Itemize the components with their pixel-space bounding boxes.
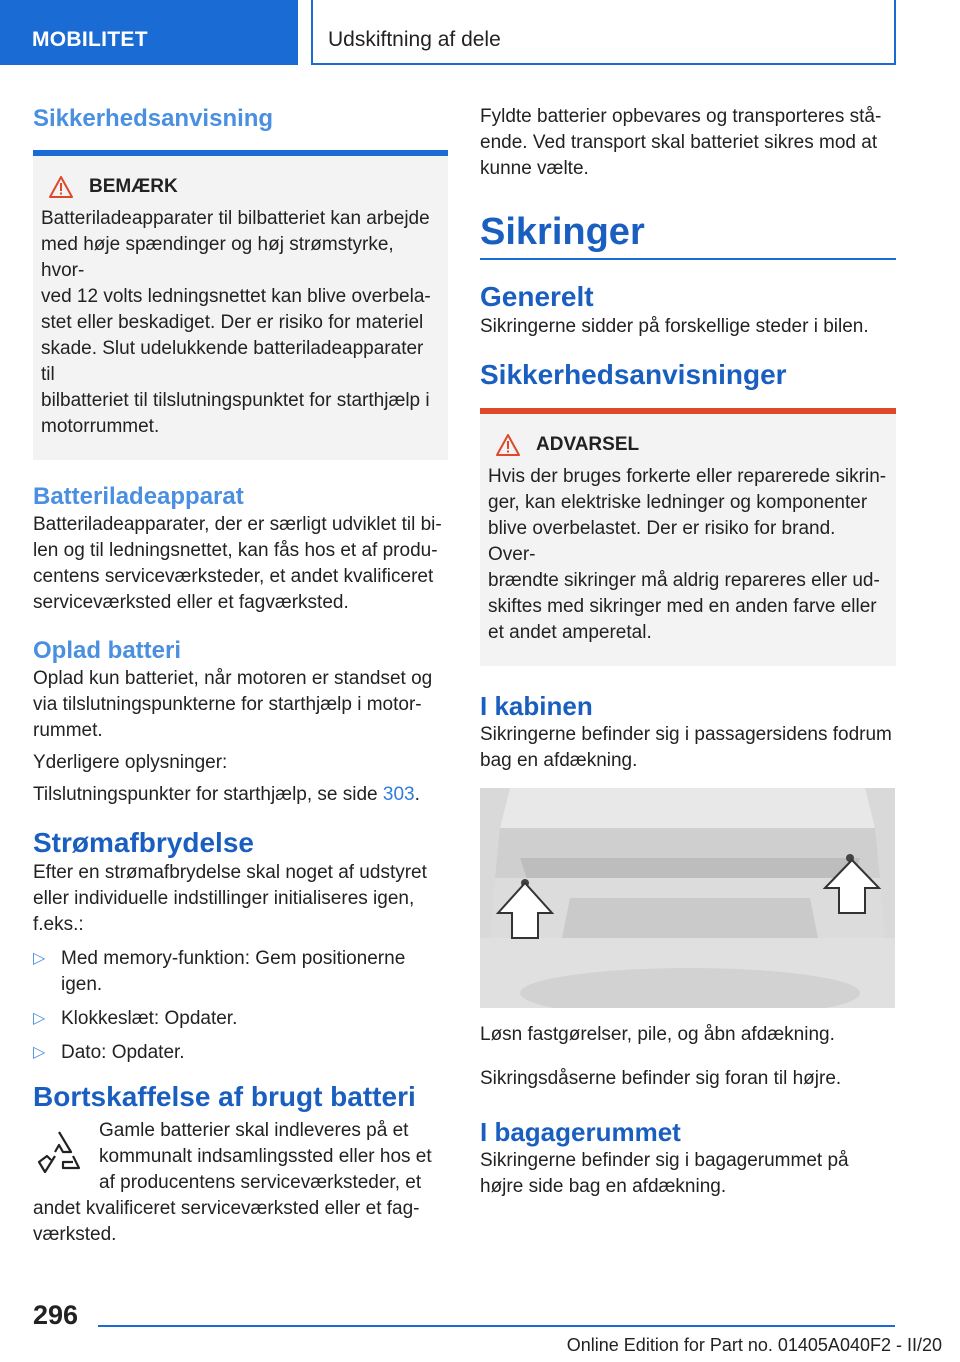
- list-item-text: Dato: Opdater.: [61, 1042, 185, 1063]
- left-column: [33, 104, 448, 1248]
- trunk-paragraph: [480, 1148, 896, 1200]
- more-info-label: Yderligere oplysninger:: [33, 752, 228, 773]
- disposal-paragraph: [33, 1118, 448, 1248]
- note-title: [49, 174, 440, 200]
- heading-general: Generelt: [480, 281, 594, 312]
- recycle-icon: [33, 1126, 85, 1178]
- warning-line: brændte sikringer må aldrig repareres eller ud-: [488, 570, 880, 591]
- note-line: med høje spændinger og høj strømstyrke, hvor-: [41, 234, 394, 281]
- warning-title-text: ADVARSEL: [536, 434, 640, 455]
- charge-paragraph: [33, 666, 448, 744]
- note-line: ved 12 volts ledningsnettet kan blive overbela-: [41, 286, 431, 307]
- header-section-tab: [0, 0, 298, 65]
- cross-reference-text: Tilslutningspunkter for starthjælp, se side: [33, 784, 383, 805]
- fuse-cover-illustration: [480, 788, 895, 1008]
- note-body: [41, 206, 440, 440]
- transport-paragraph: [480, 104, 896, 182]
- cabin-paragraph: [480, 722, 896, 774]
- heading-safety-instructions: Sikkerhedsanvisninger: [480, 359, 787, 390]
- list-item-text: igen.: [61, 974, 103, 995]
- warning-line: et andet amperetal.: [488, 622, 652, 643]
- text-line: Oplad kun batteriet, når motoren er standset og: [33, 668, 433, 689]
- page-number: 296: [33, 1300, 79, 1330]
- heading-disposal: Bortskaffelse af brugt batteri: [33, 1081, 416, 1112]
- text-line: værksted.: [33, 1224, 117, 1245]
- text-line: Gamle batterier skal indleveres på et: [99, 1120, 409, 1141]
- note-box: [33, 150, 448, 460]
- text-line: Batteriladeapparater, der er særligt udviklet til bi-: [33, 514, 442, 535]
- general-text: Sikringerne sidder på forskellige steder i bilen.: [480, 316, 869, 337]
- note-line: stet eller beskadiget. Der er risiko for materiel: [41, 312, 424, 333]
- note-line: Batteriladeapparater til bilbatteriet kan arbejde: [41, 208, 430, 229]
- text-line: via tilslutningspunkterne for starthjælp i motor-: [33, 694, 422, 715]
- header-chapter-box: [311, 0, 896, 65]
- triangle-bullet-icon: ▷: [33, 1044, 46, 1061]
- fuse-boxes-text: Sikringsdåserne befinder sig foran til højre.: [480, 1068, 842, 1089]
- warning-line: skiftes med sikringer med en anden farve eller: [488, 596, 877, 617]
- text-line: rummet.: [33, 720, 103, 741]
- warning-triangle-icon: [496, 434, 520, 456]
- heading-charger: Batteriladeapparat: [33, 483, 244, 510]
- note-line: skade. Slut udelukkende batteriladeapparater til: [41, 338, 424, 385]
- text-line: af producentens serviceværksteder, et: [99, 1172, 422, 1193]
- text-line: centens serviceværksteder, et andet kvalificeret: [33, 566, 434, 587]
- cross-reference-end: .: [414, 784, 420, 805]
- footer-divider: [98, 1325, 895, 1327]
- text-line: andet kvalificeret serviceværksted eller et fag-: [33, 1198, 420, 1219]
- text-line: kunne vælte.: [480, 158, 589, 179]
- heading-charge-battery: Oplad batteri: [33, 637, 182, 664]
- text-line: Efter en strømafbrydelse skal noget af udstyret: [33, 862, 427, 883]
- note-line: bilbatteriet til tilslutningspunktet for starthjælp i: [41, 390, 430, 411]
- text-line: f.eks.:: [33, 914, 84, 935]
- heading-cabin: I kabinen: [480, 691, 593, 721]
- page-link-303[interactable]: 303: [382, 784, 415, 805]
- text-line: Fyldte batterier opbevares og transporteres stå-: [480, 106, 882, 127]
- text-line: Sikringerne befinder sig i passagersidens fodrum: [480, 724, 892, 745]
- release-text: Løsn fastgørelser, pile, og åbn afdækning.: [480, 1024, 835, 1045]
- list-item: [33, 946, 448, 998]
- warning-line: Hvis der bruges forkerte eller reparerede sikrin-: [488, 466, 887, 487]
- warning-triangle-icon: [49, 176, 73, 198]
- list-item-text: Med memory-funktion: Gem positionerne: [61, 948, 406, 969]
- heading-fuses: Sikringer: [480, 211, 645, 253]
- text-line: bag en afdækning.: [480, 750, 638, 771]
- header-chapter-label: Udskiftning af dele: [328, 28, 501, 51]
- heading-safety: Sikkerhedsanvisning: [33, 105, 274, 132]
- power-paragraph: [33, 860, 448, 938]
- triangle-bullet-icon: ▷: [33, 1010, 46, 1027]
- heading-power-failure: Strømafbrydelse: [33, 827, 254, 858]
- charger-paragraph: [33, 512, 448, 616]
- text-line: ende. Ved transport skal batteriet sikres mod at: [480, 132, 878, 153]
- text-line: serviceværksted eller et fagværksted.: [33, 592, 349, 613]
- footer-edition: Online Edition for Part no. 01405A040F2 - II/20: [566, 1335, 942, 1355]
- triangle-bullet-icon: ▷: [33, 950, 46, 967]
- list-item-text: Klokkeslæt: Opdater.: [61, 1008, 238, 1029]
- text-line: kommunalt indsamlingssted eller hos et: [99, 1146, 432, 1167]
- text-line: len og til ledningsnettet, kan fås hos et af produ-: [33, 540, 438, 561]
- warning-box: [480, 408, 896, 666]
- warning-body: [488, 464, 888, 646]
- text-line: Sikringerne befinder sig i bagagerummet på: [480, 1150, 849, 1171]
- cross-reference: [33, 782, 448, 808]
- note-line: motorrummet.: [41, 416, 160, 437]
- list-item: [33, 1040, 448, 1066]
- warning-line: blive overbelastet. Der er risiko for brand. Over-: [488, 518, 836, 565]
- warning-title: [496, 432, 888, 458]
- disposal-indented: [33, 1118, 448, 1196]
- bullet-list: [33, 946, 448, 1066]
- fuse-cover-photo: [480, 788, 895, 1008]
- note-title-text: BEMÆRK: [89, 176, 178, 197]
- header-section-label: MOBILITET: [32, 28, 148, 51]
- list-item: [33, 1006, 448, 1032]
- warning-line: ger, kan elektriske ledninger og komponenter: [488, 492, 868, 513]
- heading-fuses-wrap: [480, 210, 896, 260]
- text-line: højre side bag en afdækning.: [480, 1176, 727, 1197]
- heading-trunk: I bagagerummet: [480, 1117, 681, 1147]
- right-column: [480, 104, 896, 1200]
- text-line: eller individuelle indstillinger initialiseres igen,: [33, 888, 415, 909]
